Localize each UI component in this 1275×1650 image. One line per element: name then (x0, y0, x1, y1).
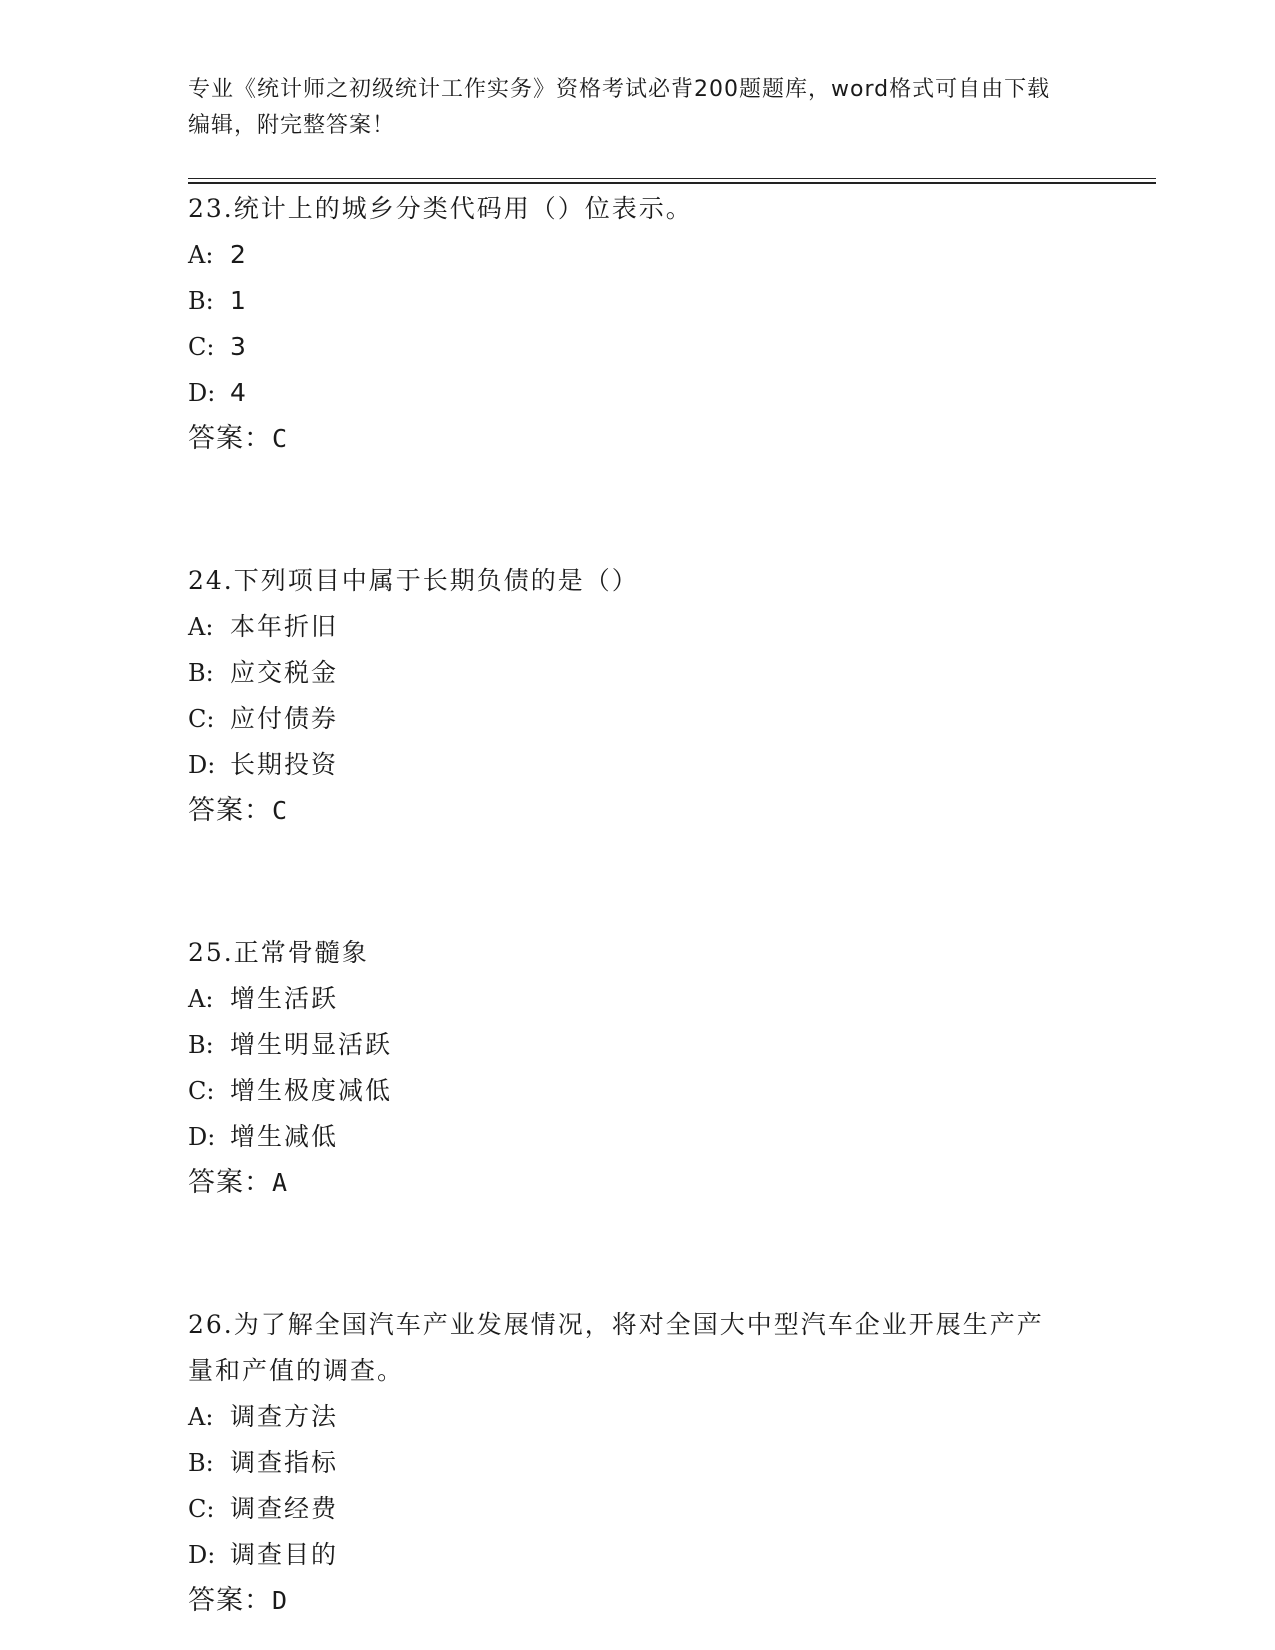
option-letter: D: (188, 1541, 216, 1569)
question-text: 正常骨髓象 (233, 938, 369, 967)
option-text: 应付债券 (230, 704, 339, 733)
question-text: 下列项目中属于长期负债的是（） (233, 566, 639, 595)
answer-line (188, 416, 1088, 462)
question-list (188, 186, 1088, 1624)
answer-value: D (272, 1586, 289, 1615)
question-stem (188, 558, 1088, 604)
question-stem (188, 186, 1088, 232)
answer-value: A (272, 1168, 289, 1197)
option-letter: A: (188, 985, 214, 1013)
option-text: 2 (230, 240, 248, 269)
answer-label: 答案： (188, 423, 272, 454)
question-26 (188, 1302, 1088, 1624)
option-b (188, 278, 1088, 324)
answer-line (188, 788, 1088, 834)
option-a (188, 232, 1088, 278)
option-d (188, 1114, 1088, 1160)
option-letter: D: (188, 379, 216, 407)
document-header: 专业《统计师之初级统计工作实务》资格考试必背200题题库，word格式可自由下载编辑，附完整答案！ (188, 77, 1051, 138)
option-text: 调查经费 (230, 1494, 339, 1523)
question-spacer (188, 834, 1088, 930)
option-text: 调查指标 (230, 1448, 339, 1477)
answer-line (188, 1578, 1088, 1624)
header-divider-thick (188, 182, 1156, 184)
option-letter: B: (188, 287, 214, 315)
question-stem (188, 1302, 1068, 1394)
question-number: 24. (188, 566, 234, 595)
option-letter: B: (188, 1031, 214, 1059)
question-23 (188, 186, 1088, 462)
option-letter: C: (188, 1495, 215, 1523)
option-c (188, 324, 1088, 370)
option-text: 增生明显活跃 (230, 1030, 393, 1059)
option-letter: C: (188, 333, 215, 361)
option-text: 应交税金 (230, 658, 339, 687)
option-a (188, 1394, 1088, 1440)
answer-label: 答案： (188, 1167, 272, 1198)
option-a (188, 976, 1088, 1022)
option-b (188, 1440, 1088, 1486)
question-number: 23. (188, 194, 234, 223)
option-b (188, 1022, 1088, 1068)
option-letter: A: (188, 613, 214, 641)
option-letter: C: (188, 705, 215, 733)
option-letter: A: (188, 1403, 214, 1431)
option-letter: B: (188, 659, 214, 687)
question-24 (188, 558, 1088, 834)
option-b (188, 650, 1088, 696)
option-c (188, 1486, 1088, 1532)
option-d (188, 742, 1088, 788)
option-text: 长期投资 (230, 750, 339, 779)
option-text: 3 (230, 332, 248, 361)
question-spacer (188, 462, 1088, 558)
answer-value: C (272, 424, 289, 453)
option-c (188, 696, 1088, 742)
option-letter: B: (188, 1449, 214, 1477)
question-stem (188, 930, 1088, 976)
option-letter: D: (188, 751, 216, 779)
question-number: 25. (188, 938, 234, 967)
option-text: 1 (230, 286, 248, 315)
question-number: 26. (188, 1310, 234, 1339)
answer-label: 答案： (188, 1585, 272, 1616)
question-text: 统计上的城乡分类代码用（）位表示。 (233, 194, 693, 223)
option-d (188, 370, 1088, 416)
answer-line (188, 1160, 1088, 1206)
option-c (188, 1068, 1088, 1114)
question-text: 为了解全国汽车产业发展情况，将对全国大中型汽车企业开展生产产量和产值的调查。 (188, 1310, 1044, 1385)
header-divider-thin (188, 178, 1156, 179)
option-a (188, 604, 1088, 650)
question-25 (188, 930, 1088, 1206)
option-text: 调查方法 (230, 1402, 339, 1431)
answer-label: 答案： (188, 795, 272, 826)
option-text: 增生减低 (230, 1122, 339, 1151)
option-text: 增生活跃 (230, 984, 339, 1013)
question-spacer (188, 1206, 1088, 1302)
option-d (188, 1532, 1088, 1578)
option-letter: C: (188, 1077, 215, 1105)
option-text: 增生极度减低 (230, 1076, 393, 1105)
answer-value: C (272, 796, 289, 825)
option-text: 本年折旧 (230, 612, 339, 641)
option-letter: D: (188, 1123, 216, 1151)
option-letter: A: (188, 241, 214, 269)
option-text: 调查目的 (230, 1540, 339, 1569)
option-text: 4 (230, 378, 248, 407)
